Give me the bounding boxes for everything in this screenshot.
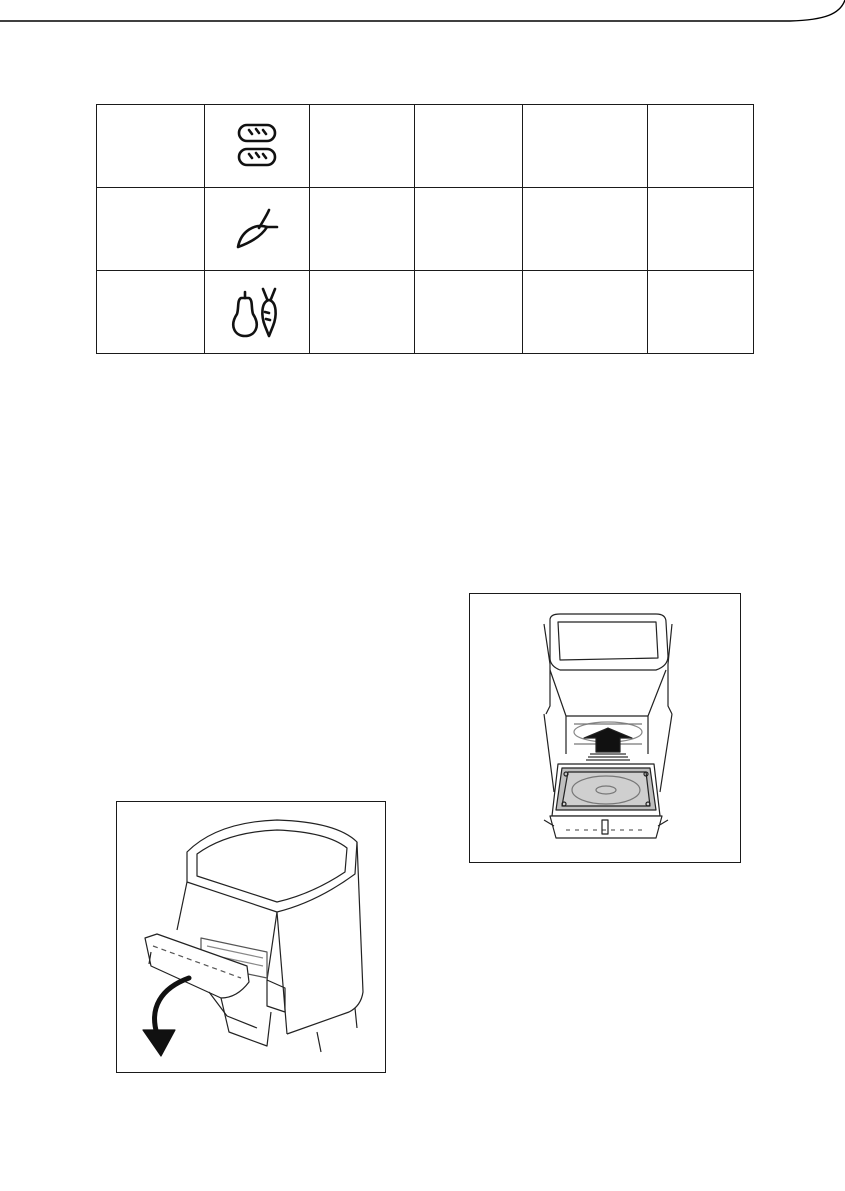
table-row-bread (97, 105, 754, 188)
table-row-vegetables (97, 271, 754, 354)
table-cell (648, 105, 754, 188)
figure-basket-insert (469, 593, 741, 863)
table-cell (310, 271, 415, 354)
bread-icon (205, 105, 310, 188)
table-cell (415, 188, 523, 271)
table-cell (97, 188, 205, 271)
table-cell (523, 271, 648, 354)
vegetables-icon (205, 271, 310, 354)
air-fryer-basket-insert-illustration (470, 594, 742, 864)
table-row-fish (97, 188, 754, 271)
table-cell (648, 271, 754, 354)
table-cell (415, 271, 523, 354)
table-cell (97, 105, 205, 188)
figure-drawer-pull-out (116, 801, 386, 1073)
table-cell (523, 188, 648, 271)
table-cell (415, 105, 523, 188)
fish-icon (205, 188, 310, 271)
page-top-rule (0, 0, 845, 30)
table-cell (310, 105, 415, 188)
table-cell (310, 188, 415, 271)
table-cell (523, 105, 648, 188)
air-fryer-drawer-pull-out-illustration (117, 802, 387, 1074)
table-cell (648, 188, 754, 271)
table-cell (97, 271, 205, 354)
food-cooking-table (96, 104, 754, 354)
